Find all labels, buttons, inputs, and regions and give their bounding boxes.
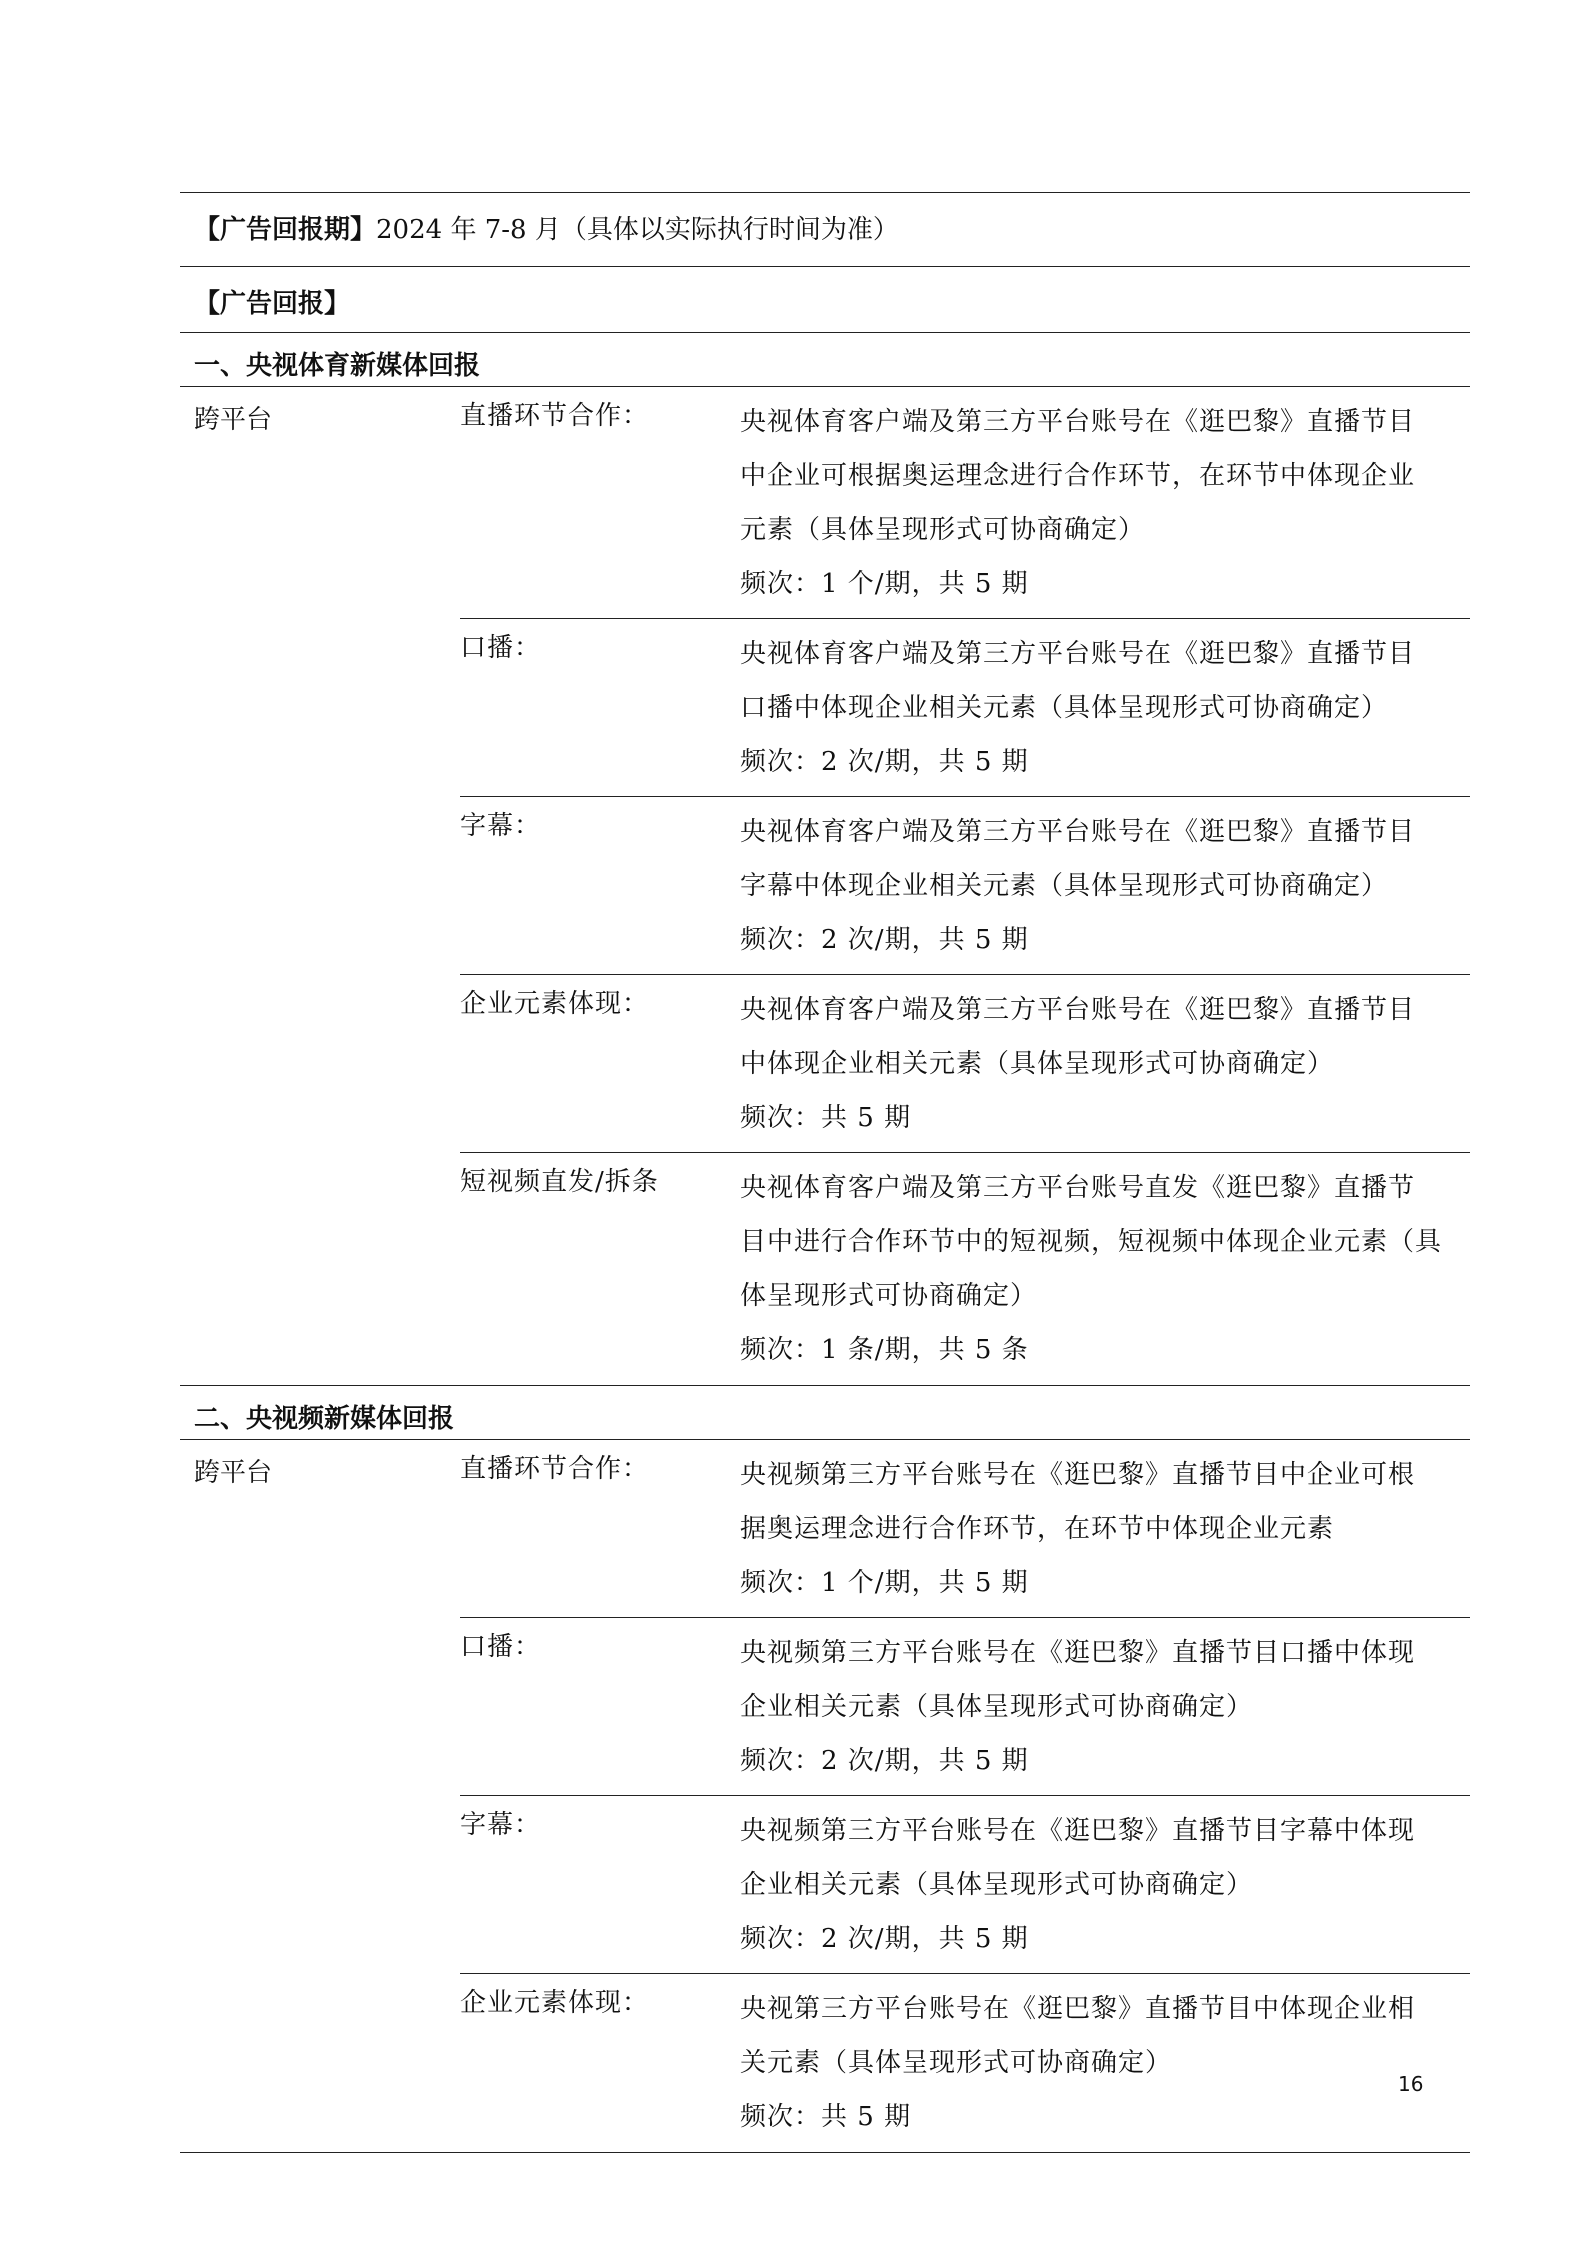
item-name: 口播： xyxy=(460,1632,542,1662)
return-item-row xyxy=(180,387,1470,619)
item-description xyxy=(740,1796,1470,1974)
advertising-returns-table xyxy=(180,192,1470,2153)
description-line: 元素（具体呈现形式可协商确定） xyxy=(740,515,1146,545)
description-line: 字幕中体现企业相关元素（具体呈现形式可协商确定） xyxy=(740,871,1389,901)
item-description xyxy=(740,1974,1470,2152)
item-description xyxy=(740,387,1470,619)
description-line: 频次：共 5 期 xyxy=(740,2102,912,2132)
platform-cell xyxy=(180,797,460,975)
description-line: 频次：2 次/期，共 5 期 xyxy=(740,747,1029,777)
item-name: 字幕： xyxy=(460,1810,542,1840)
description-line: 中体现企业相关元素（具体呈现形式可协商确定） xyxy=(740,1049,1335,1079)
description-line: 央视频第三方平台账号在《逛巴黎》直播节目口播中体现 xyxy=(740,1638,1416,1668)
description-line: 企业相关元素（具体呈现形式可协商确定） xyxy=(740,1870,1254,1900)
sections-container xyxy=(180,333,1470,2153)
return-item-row xyxy=(180,619,1470,797)
description-line: 频次：1 个/期，共 5 期 xyxy=(740,569,1029,599)
item-description xyxy=(740,1153,1470,1385)
description-line: 频次：2 次/期，共 5 期 xyxy=(740,925,1029,955)
description-line: 关元素（具体呈现形式可协商确定） xyxy=(740,2048,1173,2078)
description-line: 频次：2 次/期，共 5 期 xyxy=(740,1746,1029,1776)
description-line: 频次：共 5 期 xyxy=(740,1103,912,1133)
platform-cell xyxy=(180,1796,460,1974)
item-description xyxy=(740,975,1470,1153)
period-label: 【广告回报期】 xyxy=(194,215,377,245)
item-description xyxy=(740,619,1470,797)
description-line: 体呈现形式可协商确定） xyxy=(740,1281,1038,1311)
platform-cell: 跨平台 xyxy=(194,1458,273,1488)
item-name: 直播环节合作： xyxy=(460,401,650,431)
platform-cell xyxy=(180,975,460,1153)
description-line: 央视频第三方平台账号在《逛巴黎》直播节目中企业可根 xyxy=(740,1460,1416,1490)
description-line: 频次：2 次/期，共 5 期 xyxy=(740,1924,1029,1954)
return-item-row xyxy=(180,1440,1470,1618)
platform-cell xyxy=(180,1618,460,1796)
description-line: 企业相关元素（具体呈现形式可协商确定） xyxy=(740,1692,1254,1722)
description-line: 央视第三方平台账号在《逛巴黎》直播节目中体现企业相 xyxy=(740,1994,1416,2024)
description-line: 央视体育客户端及第三方平台账号在《逛巴黎》直播节目 xyxy=(740,817,1416,847)
description-line: 央视体育客户端及第三方平台账号在《逛巴黎》直播节目 xyxy=(740,995,1416,1025)
description-line: 频次：1 个/期，共 5 期 xyxy=(740,1568,1029,1598)
return-item-row xyxy=(180,1796,1470,1974)
return-item-row xyxy=(180,1974,1470,2153)
description-line: 目中进行合作环节中的短视频，短视频中体现企业元素（具 xyxy=(740,1227,1443,1257)
description-line: 央视体育客户端及第三方平台账号在《逛巴黎》直播节目 xyxy=(740,639,1416,669)
period-value: 2024 年 7-8 月（具体以实际执行时间为准） xyxy=(376,215,899,245)
description-line: 频次：1 条/期，共 5 条 xyxy=(740,1335,1029,1365)
period-row xyxy=(180,193,1470,267)
section-title: 二、央视频新媒体回报 xyxy=(180,1386,1470,1440)
item-name: 字幕： xyxy=(460,811,542,841)
description-line: 央视体育客户端及第三方平台账号在《逛巴黎》直播节目 xyxy=(740,407,1416,437)
description-line: 央视体育客户端及第三方平台账号直发《逛巴黎》直播节 xyxy=(740,1173,1416,1203)
return-item-row xyxy=(180,797,1470,975)
description-line: 据奥运理念进行合作环节，在环节中体现企业元素 xyxy=(740,1514,1335,1544)
section-title: 一、央视体育新媒体回报 xyxy=(180,333,1470,387)
item-name: 企业元素体现： xyxy=(460,989,650,1019)
description-line: 中企业可根据奥运理念进行合作环节，在环节中体现企业 xyxy=(740,461,1416,491)
platform-cell: 跨平台 xyxy=(194,405,273,435)
return-item-row xyxy=(180,1618,1470,1796)
item-description xyxy=(740,1618,1470,1796)
platform-cell xyxy=(180,619,460,797)
item-description xyxy=(740,797,1470,975)
description-line: 央视频第三方平台账号在《逛巴黎》直播节目字幕中体现 xyxy=(740,1816,1416,1846)
item-description xyxy=(740,1440,1470,1618)
returns-title: 【广告回报】 xyxy=(180,267,1470,333)
item-name: 直播环节合作： xyxy=(460,1454,650,1484)
platform-cell xyxy=(180,1153,460,1385)
return-item-row xyxy=(180,1153,1470,1386)
description-line: 口播中体现企业相关元素（具体呈现形式可协商确定） xyxy=(740,693,1389,723)
return-item-row xyxy=(180,975,1470,1153)
item-name: 短视频直发/拆条 xyxy=(460,1167,659,1197)
page-number: 16 xyxy=(1398,2072,1424,2096)
item-name: 企业元素体现： xyxy=(460,1988,650,2018)
platform-cell xyxy=(180,1974,460,2152)
item-name: 口播： xyxy=(460,633,542,663)
